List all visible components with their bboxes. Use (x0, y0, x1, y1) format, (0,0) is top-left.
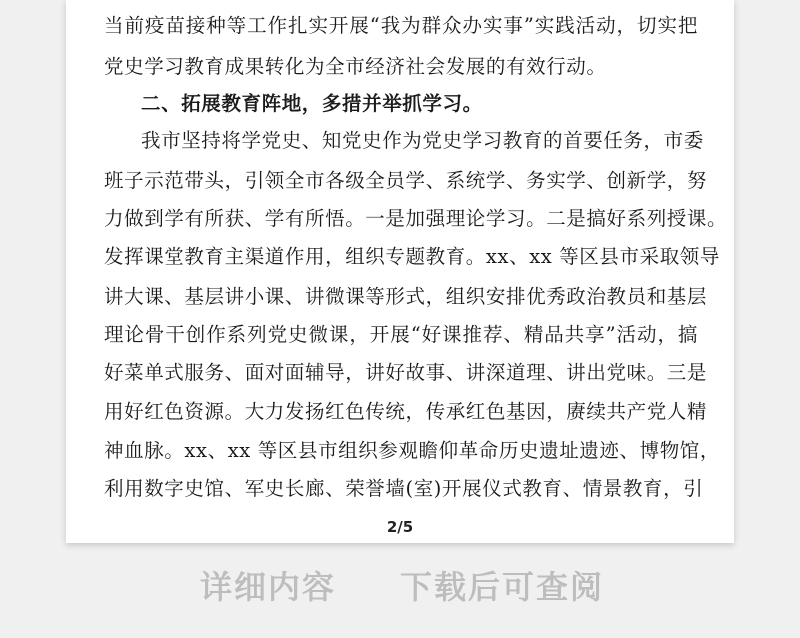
page-indicator: 2/5 (386, 518, 414, 536)
download-link[interactable]: 下载后可查阅 (400, 568, 605, 606)
text-line: 发挥课堂教育主渠道作用，组织专题教育。xx、xx 等区县市采取领导 (104, 245, 720, 268)
document-page (66, 0, 734, 543)
text-line: 力做到学有所获、学有所悟。一是加强理论学习。二是搞好系列授课。 (104, 207, 728, 230)
text-line: 利用数字史馆、军史长廊、荣誉墙(室)开展仪式教育、情景教育，引 (104, 477, 704, 500)
details-link[interactable]: 详细内容 (200, 568, 337, 606)
text-line: 用好红色资源。大力发扬红色传统，传承红色基因，赓续共产党人精 (104, 400, 708, 423)
text-line: 好菜单式服务、面对面辅导，讲好故事、讲深道理、讲出党味。三是 (104, 361, 708, 384)
section-heading: 二、拓展教育阵地，多措并举抓学习。 (141, 92, 483, 115)
text-line: 我市坚持将学党史、知党史作为党史学习教育的首要任务，市委 (141, 129, 704, 152)
text-line: 当前疫苗接种等工作扎实开展“我为群众办实事”实践活动，切实把 (104, 14, 698, 37)
text-line: 班子示范带头，引领全市各级全员学、系统学、务实学、创新学，努 (104, 169, 708, 192)
text-line: 理论骨干创作系列党史微课，开展“好课推荐、精品共享”活动，搞 (104, 323, 698, 346)
text-line: 党史学习教育成果转化为全市经济社会发展的有效行动。 (104, 55, 607, 78)
footer-cta-bar (0, 562, 800, 612)
text-line: 讲大课、基层讲小课、讲微课等形式，组织安排优秀政治教员和基层 (104, 285, 708, 308)
text-line: 神血脉。xx、xx 等区县市组织参观瞻仰革命历史遗址遗迹、博物馆， (104, 439, 720, 462)
